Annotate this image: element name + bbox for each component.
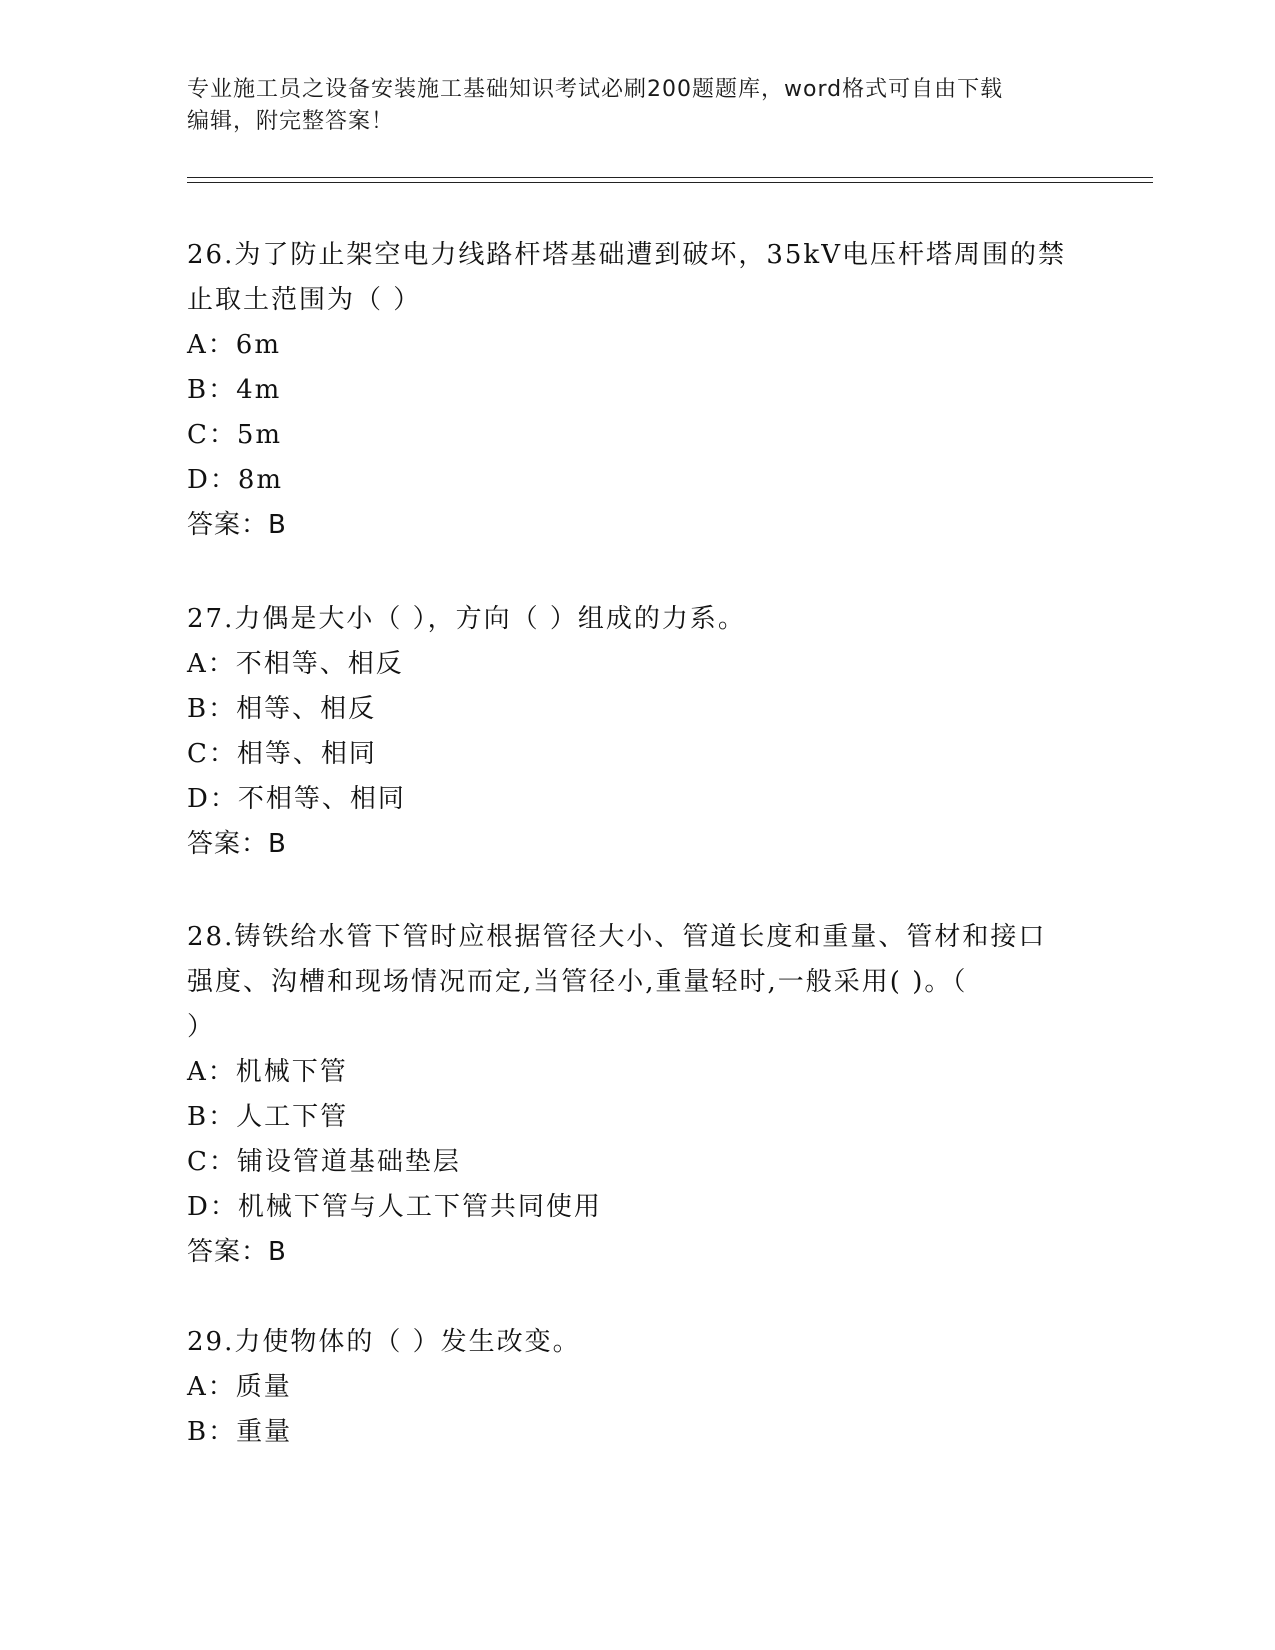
question-28 xyxy=(187,915,1087,1275)
option-a: A：质量 xyxy=(187,1372,292,1402)
option-b: B：人工下管 xyxy=(187,1102,349,1132)
question-27 xyxy=(187,597,1087,867)
question-stem xyxy=(187,597,1087,642)
option-b: B：重量 xyxy=(187,1417,293,1447)
question-stem xyxy=(187,1320,1087,1365)
option-c: C：相等、相同 xyxy=(187,739,377,769)
header-divider-bottom xyxy=(187,182,1153,183)
question-stem-line: 止取土范围为（ ） xyxy=(187,285,422,315)
option-d: D：8m xyxy=(187,465,284,495)
question-stem-line: 27.力偶是大小（ ），方向（ ）组成的力系。 xyxy=(187,604,746,634)
option-d: D：机械下管与人工下管共同使用 xyxy=(187,1192,602,1222)
header-title-line-1: 专业施工员之设备安装施工基础知识考试必刷200题题库，word格式可自由下载 xyxy=(187,77,1004,102)
option-b: B：相等、相反 xyxy=(187,694,377,724)
question-29 xyxy=(187,1320,1087,1455)
question-stem-line: 强度、沟槽和现场情况而定,当管径小,重量轻时,一般采用( )。（ xyxy=(187,967,968,997)
option-c: C：5m xyxy=(187,420,283,450)
option-d: D：不相等、相同 xyxy=(187,784,406,814)
header-divider-top xyxy=(187,177,1153,178)
option-b: B：4m xyxy=(187,375,282,405)
answer-line: 答案：B xyxy=(187,829,287,859)
option-a: A：机械下管 xyxy=(187,1057,348,1087)
header-title-line-2: 编辑，附完整答案！ xyxy=(187,109,395,134)
question-stem-line: 28.铸铁给水管下管时应根据管径大小、管道长度和重量、管材和接口 xyxy=(187,922,1047,952)
option-a: A：不相等、相反 xyxy=(187,649,404,679)
option-a: A：6m xyxy=(187,330,281,360)
document-header xyxy=(187,74,1087,138)
question-stem-line: 26.为了防止架空电力线路杆塔基础遭到破坏，35kV电压杆塔周围的禁 xyxy=(187,240,1066,270)
question-26 xyxy=(187,233,1087,548)
answer-line: 答案：B xyxy=(187,510,287,540)
answer-line: 答案：B xyxy=(187,1237,287,1267)
option-c: C：铺设管道基础垫层 xyxy=(187,1147,461,1177)
question-stem-line: 29.力使物体的（ ）发生改变。 xyxy=(187,1327,581,1357)
question-stem xyxy=(187,915,1087,1050)
question-stem xyxy=(187,233,1087,323)
question-stem-line: ） xyxy=(187,1012,216,1042)
